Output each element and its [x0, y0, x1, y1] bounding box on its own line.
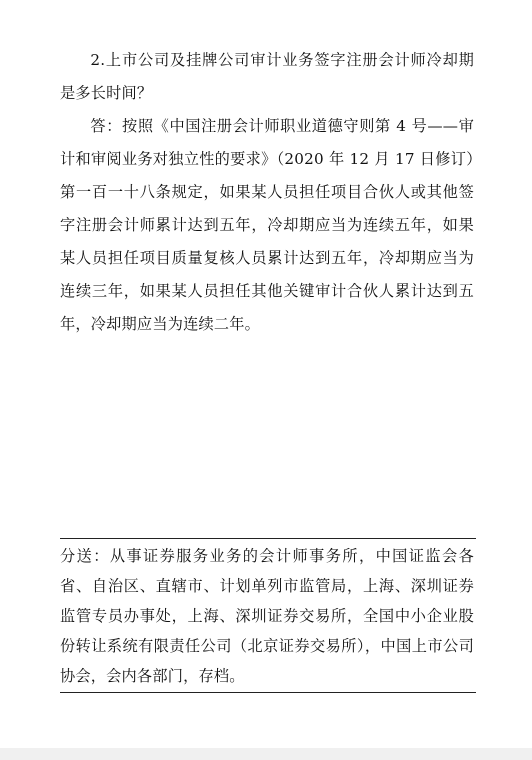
distribution-bottom-rule	[60, 692, 476, 693]
distribution-list: 分送：从事证券服务业务的会计师事务所，中国证监会各省、自治区、直辖市、计划单列市监管局，上海、深圳证券监管专员办事处，上海、深圳证券交易所，全国中小企业股份转让系统有限责任公司（北京证券交易所），中国上市公司协会，会内各部门，存档。	[60, 547, 474, 685]
answer-paragraph: 答：按照《中国注册会计师职业道德守则第 4 号——审计和审阅业务对独立性的要求》（2020 年 12 月 17 日修订）第一百一十八条规定，如果某人员担任项目合伙人或其他签字注册会计师累计达到五年，冷却期应当为连续五年，如果某人员担任项目质量复核人员累计达到五年，冷却期应当为连续三年，如果某人员担任其他关键审计合伙人累计达到五年，冷却期应当为连续二年。	[60, 117, 474, 333]
document-body	[60, 44, 474, 341]
page-bottom-edge	[0, 748, 532, 760]
distribution-top-rule	[60, 538, 476, 539]
question-paragraph: 2.上市公司及挂牌公司审计业务签字注册会计师冷却期是多长时间？	[60, 51, 474, 102]
